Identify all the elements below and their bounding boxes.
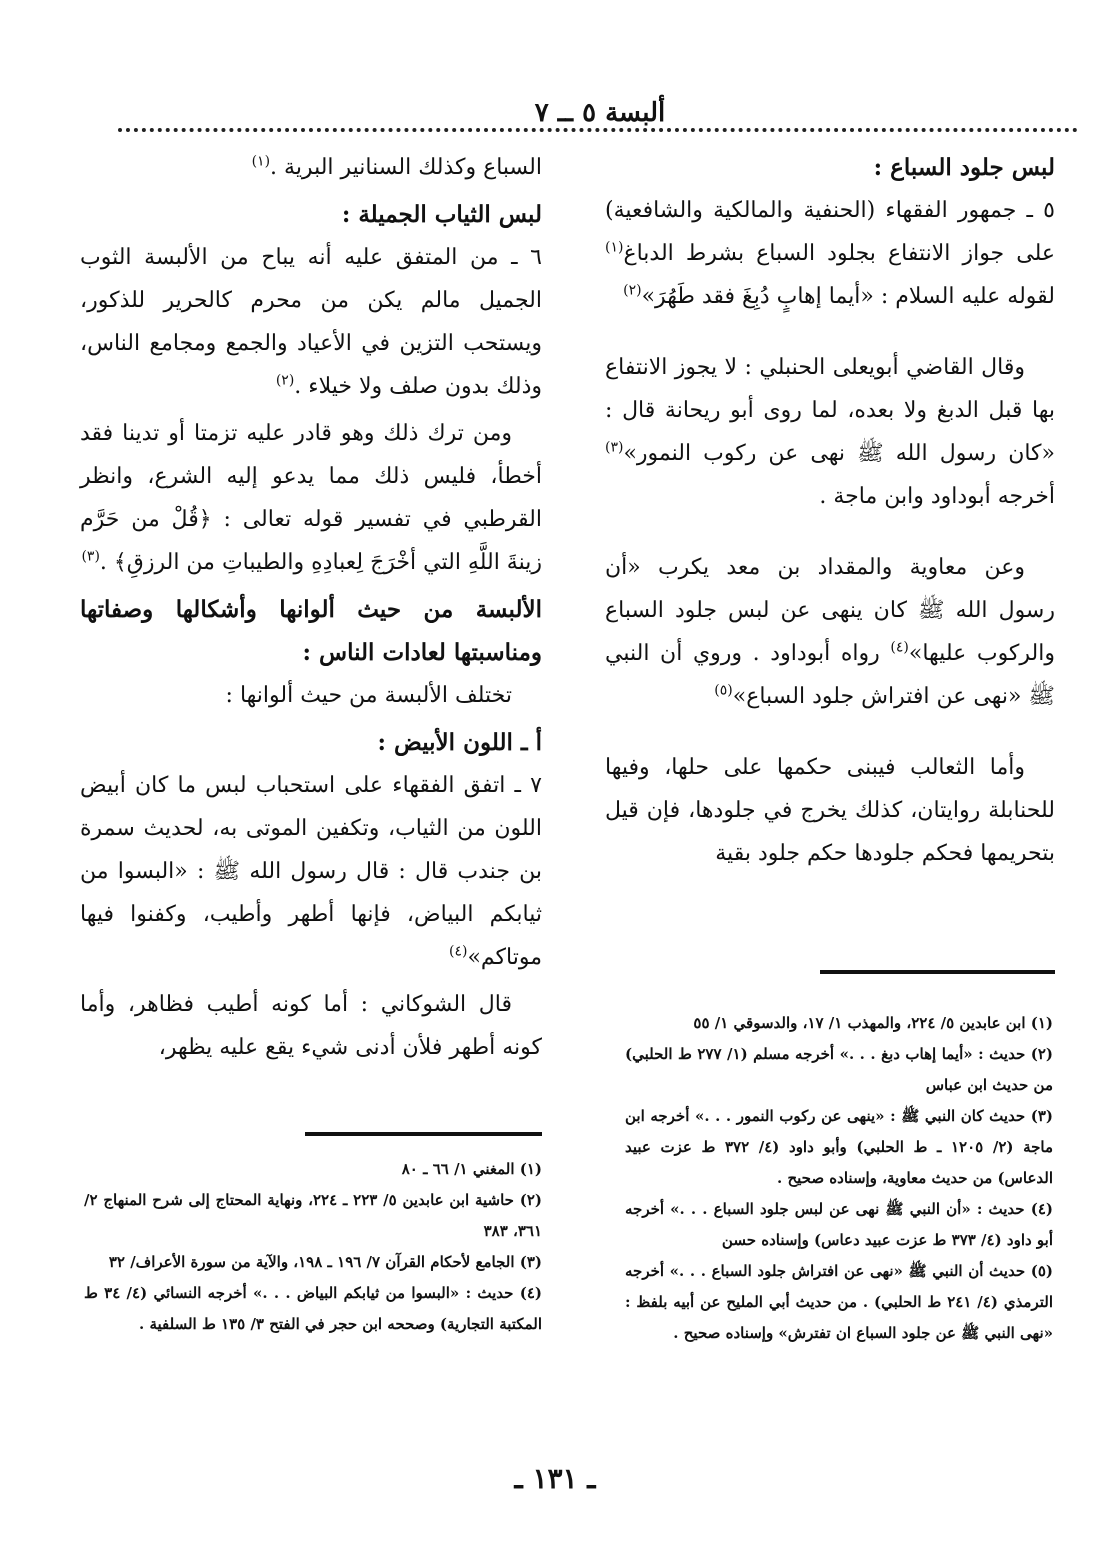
footnote-rule-right	[820, 970, 1055, 974]
footnote-item: (٣) الجامع لأحكام القرآن ٧/ ١٩٦ ـ ١٩٨، والآية من سورة الأعراف/ ٣٢	[108, 1253, 542, 1271]
footnote-item: (١) ابن عابدين ٥/ ٢٢٤، والمهذب ١/ ١٧، والدسوقي ١/ ٥٥	[693, 1014, 1053, 1032]
paragraph-6: ٦ ـ من المتفق عليه أنه يباح من الألبسة الثوب الجميل مالم يكن من محرم كالحرير للذكور، ويستحب التزين في الأعياد والجمع ومجامع الناس، وذلك بدون صلف ولا خيلاء .$^{(٢)}$	[80, 245, 542, 399]
footnote-ref: (١)	[251, 153, 271, 170]
footnote-rule-left	[305, 1132, 542, 1136]
paragraph-abu-yala: وقال القاضي أبويعلى الحنبلي : لا يجوز الانتفاع بها قبل الدبغ ولا بعده، لما روى أبو ريحانة قال : «كان رسول الله ﷺ نهى عن ركوب النمور»$^{(٣)}$ أخرجه أبوداود وابن ماجة .	[605, 355, 1055, 509]
footnote-ref: (٤)	[448, 943, 468, 960]
footnote-ref: (٣)	[81, 548, 100, 565]
right-column	[605, 146, 1055, 879]
footnote-item: (٥) حديث أن النبي ﷺ «نهى عن افتراش جلود السباع . . .» أخرجه الترمذي (٤/ ٢٤١ ط الحلبي) . من حديث أبي المليح عن أبيه بلفظ : «نهى النبي ﷺ عن جلود السباع ان تفترش» وإسناده صحيح .	[625, 1262, 1054, 1342]
paragraph-continuation: السباع وكذلك السنانير البرية .$^{(١)}$	[251, 153, 542, 180]
footnote-item: (٢) حاشية ابن عابدين ٥/ ٢٢٣ ـ ٢٢٤، ونهاية المحتاج إلى شرح المنهاج ٢/ ٣٦١، ٣٨٣	[84, 1191, 543, 1240]
footnote-item: (١) المغني ١/ ٦٦ ـ ٨٠	[401, 1160, 542, 1178]
footnote-ref: (١)	[605, 239, 624, 256]
footnote-ref: (٣)	[605, 439, 624, 456]
paragraph-colors-intro: تختلف الألبسة من حيث ألوانها :	[225, 683, 512, 708]
paragraph-5: ٥ ـ جمهور الفقهاء (الحنفية والمالكية والشافعية) على جواز الانتفاع بجلود السباع بشرط الدباغ$^{(١)}$ لقوله عليه السلام : «أيما إهابٍ دُبِغَ فقد طَهُرَ»$^{(٢)}$	[605, 198, 1055, 309]
footnote-ref: (٥)	[714, 682, 733, 699]
footnote-ref: (٢)	[623, 282, 642, 299]
section-heading-white: أ ـ اللون الأبيض :	[377, 729, 542, 756]
section-heading-colors: الألبسة من حيث ألوانها وأشكالها وصفاتها ومناسبتها لعادات الناس :	[80, 596, 542, 666]
footnotes-right	[625, 1008, 1053, 1349]
header-dotted-rule	[118, 128, 1078, 132]
footnote-item: (٤) حديث : «أن النبي ﷺ نهى عن لبس جلود السباع . . .» أخرجه أبو داود (٤/ ٣٧٣ ط عزت عبيد دعاس) وإسناده حسن	[625, 1200, 1053, 1249]
paragraph-foxes: وأما الثعالب فيبنى حكمها على حلها، وفيها للحنابلة روايتان، كذلك يخرج في جلودها، فإن قيل بتحريمها فحكم جلودها حكم جلود بقية	[605, 755, 1055, 866]
page-number: ـ ١٣١ ـ	[514, 1462, 596, 1495]
running-header: ألبسة ٥ ــ ٧	[534, 98, 666, 128]
footnote-item: (٤) حديث : «البسوا من ثيابكم البياض . . .» أخرجه النسائي (٤/ ٣٤ ط المكتبة التجارية) وصححه ابن حجر في الفتح ٣/ ١٣٥ ط السلفية .	[84, 1284, 542, 1333]
footnote-ref: (٤)	[890, 639, 909, 656]
section-heading-beautiful-clothes: لبس الثياب الجميلة :	[341, 201, 542, 228]
section-heading-leopard-skins: لبس جلود السباع :	[873, 154, 1055, 181]
paragraph-qurtubi: ومن ترك ذلك وهو قادر عليه تزمتا أو تدينا فقد أخطأ، فليس ذلك مما يدعو إليه الشرع، وانظر القرطبي في تفسير قوله تعالى : ﴿قُلْ من حَرَّم زينةَ اللَّهِ التي أخْرَجَ لِعبادِهِ والطيباتِ من الرزقِ﴾ .$^{(٣)}$	[80, 421, 542, 575]
paragraph-shawkani: قال الشوكاني : أما كونه أطيب فظاهر، وأما كونه أطهر فلأن أدنى شيء يقع عليه يظهر،	[80, 992, 542, 1060]
paragraph-7: ٧ ـ اتفق الفقهاء على استحباب لبس ما كان أبيض اللون من الثياب، وتكفين الموتى به، لحديث سمرة بن جندب قال : قال رسول الله ﷺ : «البسوا من ثيابكم البياض، فإنها أطهر وأطيب، وكفنوا فيها موتاكم»$^{(٤)}$	[80, 773, 542, 970]
footnote-item: (٣) حديث كان النبي ﷺ : «ينهى عن ركوب النمور . . .» أخرجه ابن ماجة (٢/ ١٢٠٥ ـ ط الحلبي) وأبو داود (٤/ ٣٧٢ ط عزت عبيد الدعاس) من حديث معاوية، وإسناده صحيح .	[625, 1107, 1054, 1187]
footnotes-left	[84, 1154, 542, 1340]
footnote-ref: (٢)	[275, 372, 295, 389]
paragraph-muawiya: وعن معاوية والمقداد بن معد يكرب «أن رسول الله ﷺ كان ينهى عن لبس جلود السباع والركوب عليها»$^{(٤)}$ رواه أبوداود . وروي أن النبي ﷺ «نهى عن افتراش جلود السباع»$^{(٥)}$	[605, 555, 1055, 709]
footnote-item: (٢) حديث : «أيما إهاب دبغ . . .» أخرجه مسلم (١/ ٢٧٧ ط الحلبي) من حديث ابن عباس	[625, 1045, 1053, 1094]
left-column	[80, 146, 542, 1073]
